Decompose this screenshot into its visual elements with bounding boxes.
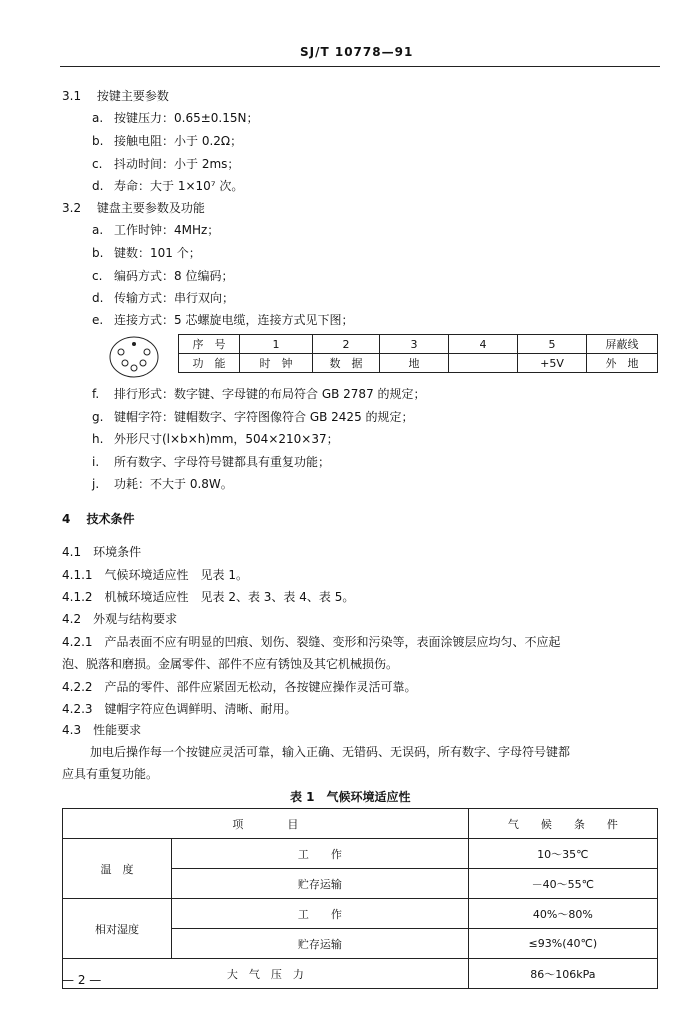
clause-4-2-1-line2: 泡、脱落和磨损。金属零件、部件不应有锈蚀及其它机械损伤。 xyxy=(62,657,399,671)
clause-4-1-1: 4.1.1 气候环境适应性 见表 1。 xyxy=(62,568,248,582)
list-item: f. 排行形式：数字键、字母键的布局符合 GB 2787 的规定； xyxy=(92,387,426,401)
clause-4-2-1-line1: 4.2.1 产品表面不应有明显的凹痕、划伤、裂缝、变形和污染等，表面涂镀层应均匀、不应起 xyxy=(62,635,561,649)
section-3-2-heading xyxy=(62,200,205,216)
table-cell: 序 号 xyxy=(179,335,240,354)
table-cell: 相对湿度 xyxy=(63,899,172,959)
table-cell: 时 钟 xyxy=(240,354,313,373)
table-cell: 数 据 xyxy=(313,354,380,373)
section-number: 3.2 xyxy=(62,201,82,215)
section-number: 4 xyxy=(62,512,71,526)
list-item: j. 功耗：不大于 0.8W。 xyxy=(92,477,233,491)
table-header-item: 项 目 xyxy=(63,809,469,839)
clause-4-1: 4.1 环境条件 xyxy=(62,545,142,559)
table-cell: 40%～80% xyxy=(468,899,657,929)
table-cell xyxy=(449,354,518,373)
table-cell: 工 作 xyxy=(172,839,469,869)
table-cell: 外 地 xyxy=(587,354,658,373)
table-cell: 4 xyxy=(449,335,518,354)
section-title: 键盘主要参数及功能 xyxy=(96,201,205,215)
connector-pin-table xyxy=(178,334,658,373)
list-item: b. 接触电阻：小于 0.2Ω； xyxy=(92,134,243,148)
table-cell: ≤93%(40℃) xyxy=(468,929,657,959)
table-cell: 屏蔽线 xyxy=(587,335,658,354)
table-cell: 温 度 xyxy=(63,839,172,899)
section-number: 3.1 xyxy=(62,89,82,103)
header-rule xyxy=(60,66,660,67)
clause-4-2: 4.2 外观与结构要求 xyxy=(62,612,178,626)
section-title: 按键主要参数 xyxy=(96,89,169,103)
table-cell: 贮存运输 xyxy=(172,869,469,899)
table-cell: 86～106kPa xyxy=(468,959,657,989)
clause-4-2-2: 4.2.2 产品的零件、部件应紧固无松动，各按键应操作灵活可靠。 xyxy=(62,680,417,694)
list-item: d. 传输方式：串行双向； xyxy=(92,291,235,305)
table-cell: 5 xyxy=(518,335,587,354)
list-item: a. 工作时钟：4MHz； xyxy=(92,223,220,237)
table-cell: 1 xyxy=(240,335,313,354)
din-connector-icon xyxy=(108,334,160,380)
list-item: h. 外形尺寸(l×b×h)mm，504×210×37； xyxy=(92,432,339,446)
section-4-heading xyxy=(62,511,135,527)
table-cell: －40～55℃ xyxy=(468,869,657,899)
table-cell: 工 作 xyxy=(172,899,469,929)
table-row xyxy=(63,839,658,869)
clause-4-3: 4.3 性能要求 xyxy=(62,723,142,737)
list-item: e. 连接方式：5 芯螺旋电缆，连接方式见下图； xyxy=(92,313,354,327)
table-cell: 10～35℃ xyxy=(468,839,657,869)
clause-4-2-3: 4.2.3 键帽字符应色调鲜明、清晰、耐用。 xyxy=(62,702,297,716)
list-item: g. 键帽字符：键帽数字、字符图像符合 GB 2425 的规定； xyxy=(92,410,414,424)
list-item: c. 编码方式：8 位编码； xyxy=(92,269,234,283)
list-item: b. 键数：101 个； xyxy=(92,246,201,260)
table-header-conditions: 气 候 条 件 xyxy=(468,809,657,839)
table-cell: 3 xyxy=(380,335,449,354)
table-cell: 贮存运输 xyxy=(172,929,469,959)
table-cell: 功 能 xyxy=(179,354,240,373)
clause-4-3-para-line1: 加电后操作每一个按键应灵活可靠，输入正确、无错码、无误码，所有数字、字母符号键都 xyxy=(90,745,571,759)
table-cell: +5V xyxy=(518,354,587,373)
list-item: a. 按键压力：0.65±0.15N； xyxy=(92,111,259,125)
list-item: c. 抖动时间：小于 2ms； xyxy=(92,157,240,171)
table-row xyxy=(63,899,658,929)
section-title: 技术条件 xyxy=(86,512,135,526)
table-cell: 2 xyxy=(313,335,380,354)
table-row xyxy=(63,959,658,989)
list-item: d. 寿命：大于 1×10⁷ 次。 xyxy=(92,179,244,193)
list-item: i. 所有数字、字母符号键都具有重复功能； xyxy=(92,455,331,469)
table-cell: 大 气 压 力 xyxy=(63,959,469,989)
table-cell: 地 xyxy=(380,354,449,373)
climate-table xyxy=(62,808,658,989)
section-3-1-heading xyxy=(62,88,169,104)
document-code: SJ/T 10778—91 xyxy=(300,45,414,59)
clause-4-3-para-line2: 应具有重复功能。 xyxy=(62,767,159,781)
clause-4-1-2: 4.1.2 机械环境适应性 见表 2、表 3、表 4、表 5。 xyxy=(62,590,355,604)
page-number: — 2 — xyxy=(62,973,102,987)
table-1-caption: 表 1 气候环境适应性 xyxy=(290,790,411,804)
